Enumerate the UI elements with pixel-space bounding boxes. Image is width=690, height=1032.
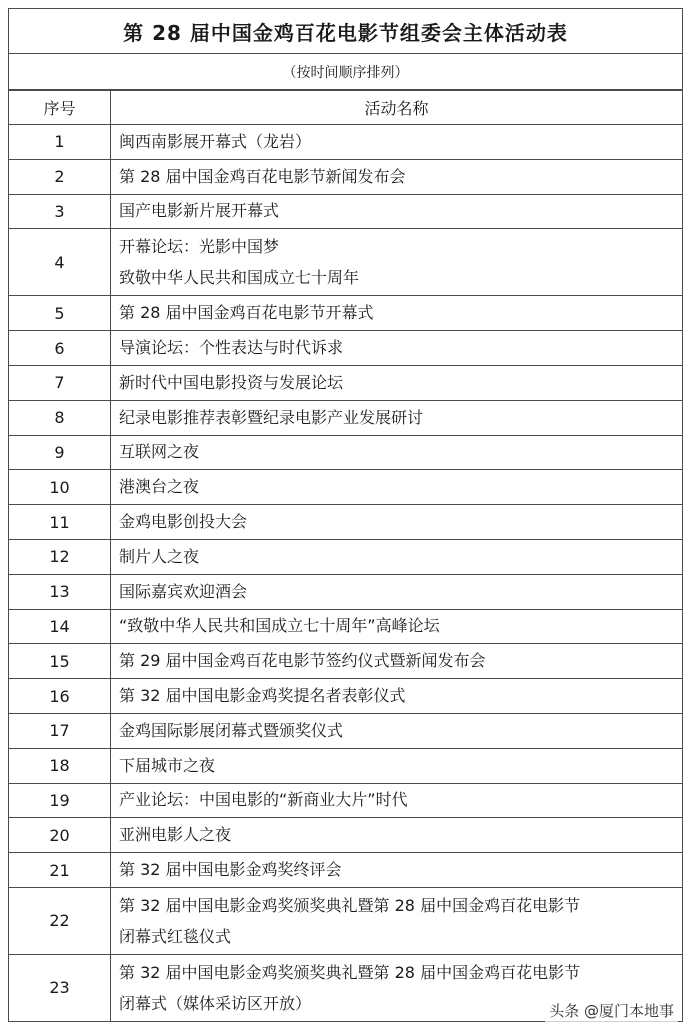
table-row [9,365,682,400]
activity-name-line: 闽西南影展开幕式（龙岩） [119,131,312,151]
row-activity-name [111,400,683,435]
row-index: 14 [9,609,111,644]
row-index: 2 [9,159,111,194]
activity-name-line: 闭幕式（媒体采访区开放） [119,993,312,1013]
row-activity-name [111,887,683,954]
table-row [9,783,682,818]
activity-name-line: 第 32 届中国电影金鸡奖颁奖典礼暨第 28 届中国金鸡百花电影节 [119,962,581,982]
activity-name-line: 纪录电影推荐表彰暨纪录电影产业发展研讨 [119,407,424,427]
row-index: 17 [9,713,111,748]
row-activity-name [111,609,683,644]
activity-name-line: 新时代中国电影投资与发展论坛 [119,372,344,392]
header-index: 序号 [9,91,111,125]
activity-name-line: 港澳台之夜 [119,477,200,497]
table-row [9,644,682,679]
row-index: 15 [9,644,111,679]
row-activity-name [111,159,683,194]
row-index: 3 [9,194,111,229]
document-subtitle: （按时间顺序排列） [9,54,682,90]
table-row [9,470,682,505]
row-activity-name [111,783,683,818]
watermark: 头条 @厦门本地事 [545,999,678,1022]
row-activity-name [111,125,683,160]
row-index: 16 [9,679,111,714]
row-index: 6 [9,331,111,366]
row-activity-name [111,818,683,853]
table-row [9,194,682,229]
activity-name-line: 闭幕式红毯仪式 [119,926,232,946]
activity-name-line: 第 28 届中国金鸡百花电影节新闻发布会 [119,166,406,186]
row-index: 22 [9,887,111,954]
activity-name-line: 金鸡电影创投大会 [119,512,248,532]
row-activity-name [111,713,683,748]
row-activity-name [111,435,683,470]
row-activity-name [111,194,683,229]
row-activity-name [111,296,683,331]
table-row [9,679,682,714]
row-activity-name [111,229,683,296]
activity-name-line: 下届城市之夜 [119,755,216,775]
table-row [9,539,682,574]
table-row [9,505,682,540]
row-index: 10 [9,470,111,505]
table-row [9,435,682,470]
table-row [9,609,682,644]
row-activity-name [111,644,683,679]
row-index: 8 [9,400,111,435]
row-activity-name [111,470,683,505]
table-row [9,713,682,748]
row-index: 7 [9,365,111,400]
activity-name-line: 导演论坛：个性表达与时代诉求 [119,338,344,358]
activity-table-sheet [8,8,683,1022]
activity-name-line: 国产电影新片展开幕式 [119,201,280,221]
row-index: 9 [9,435,111,470]
row-activity-name [111,365,683,400]
activity-name-line: 第 32 届中国电影金鸡奖终评会 [119,860,342,880]
table-row [9,574,682,609]
row-index: 5 [9,296,111,331]
document-title: 第 28 届中国金鸡百花电影节组委会主体活动表 [9,9,682,54]
row-index: 11 [9,505,111,540]
table-row [9,331,682,366]
row-index: 23 [9,954,111,1021]
row-activity-name [111,679,683,714]
activity-name-line: 亚洲电影人之夜 [119,825,232,845]
row-index: 20 [9,818,111,853]
row-index: 12 [9,539,111,574]
table-row [9,818,682,853]
row-index: 4 [9,229,111,296]
table-header-row [9,91,682,125]
activity-name-line: 致敬中华人民共和国成立七十周年 [119,268,360,288]
row-activity-name [111,331,683,366]
row-index: 1 [9,125,111,160]
activity-name-line: 产业论坛：中国电影的“新商业大片”时代 [119,790,408,810]
row-activity-name [111,748,683,783]
activity-name-line: 金鸡国际影展闭幕式暨颁奖仪式 [119,720,344,740]
activity-name-line: 开幕论坛：光影中国梦 [119,237,280,257]
row-index: 13 [9,574,111,609]
activity-table [9,90,682,1021]
table-row [9,400,682,435]
row-activity-name [111,853,683,888]
activity-name-line: “致敬中华人民共和国成立七十周年”高峰论坛 [119,616,440,636]
table-row [9,159,682,194]
row-index: 19 [9,783,111,818]
row-activity-name [111,539,683,574]
table-row [9,887,682,954]
table-row [9,296,682,331]
row-index: 18 [9,748,111,783]
row-activity-name [111,574,683,609]
activity-name-line: 制片人之夜 [119,546,200,566]
table-row [9,229,682,296]
activity-name-line: 互联网之夜 [119,442,200,462]
header-name: 活动名称 [111,91,683,125]
activity-name-line: 国际嘉宾欢迎酒会 [119,581,248,601]
table-row [9,748,682,783]
activity-name-line: 第 29 届中国金鸡百花电影节签约仪式暨新闻发布会 [119,651,486,671]
table-row [9,125,682,160]
row-activity-name [111,505,683,540]
activity-name-line: 第 32 届中国电影金鸡奖提名者表彰仪式 [119,686,406,706]
table-row [9,853,682,888]
activity-name-line: 第 28 届中国金鸡百花电影节开幕式 [119,303,374,323]
activity-name-line: 第 32 届中国电影金鸡奖颁奖典礼暨第 28 届中国金鸡百花电影节 [119,895,581,915]
row-index: 21 [9,853,111,888]
